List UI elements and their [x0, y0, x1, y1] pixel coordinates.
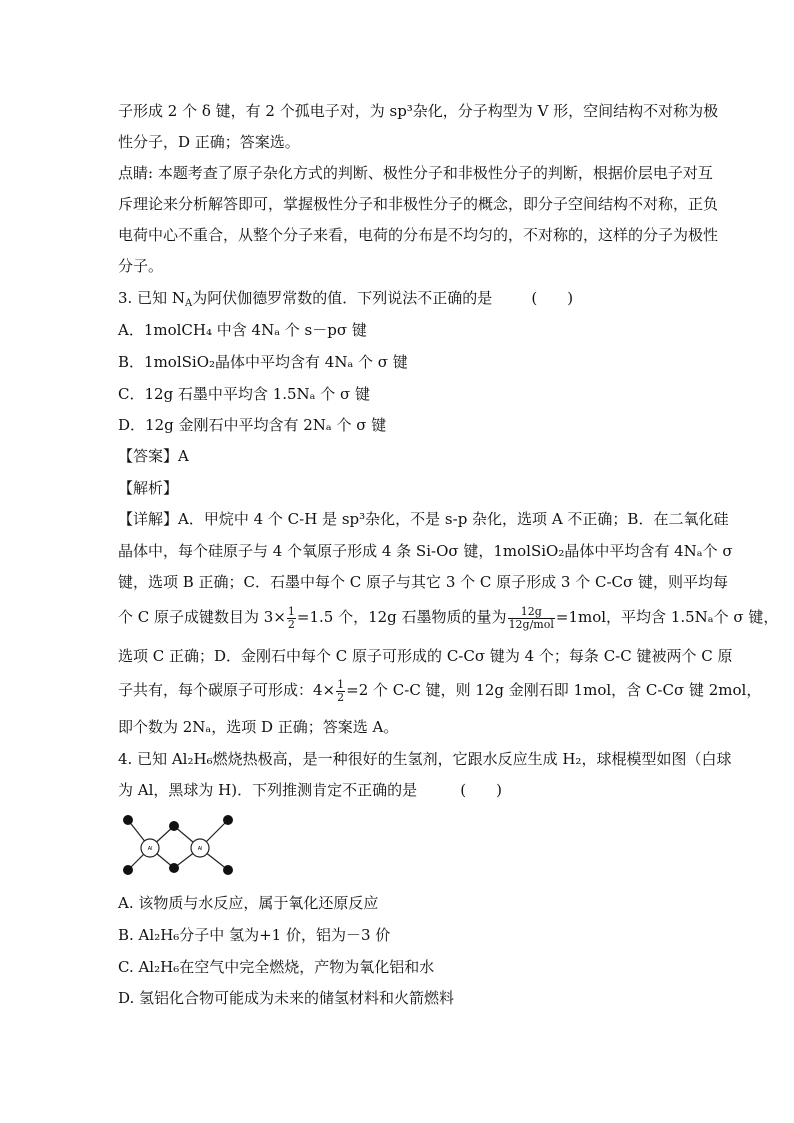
analysis-label: 【解析】 — [118, 479, 179, 497]
option-c: C．12g 石墨中平均含 1.5Nₐ 个 σ 键 — [118, 385, 371, 403]
detail-line-with-fraction: 子共有，每个碳原子可形成：4× $\frac{1}{2}$ =2 个 C-C 键，则 12g 金刚石即 1mol，含 C-Cσ 键 2mol， — [118, 677, 762, 704]
al-label: Al — [197, 846, 203, 852]
option-c: C. Al₂H₆在空气中完全燃烧，产物为氧化铝和水 — [118, 958, 435, 976]
note-line: 斥理论来分析解答即可，掌握极性分子和非极性分子的概念，即分子空间结构不对称，正负 — [118, 195, 719, 213]
option-b: B. Al₂H₆分子中 氢为+1 价，铝为－3 价 — [118, 926, 391, 944]
detail-line: 晶体中，每个硅原子与 4 个氧原子形成 4 条 Si-Oσ 键，1molSiO₂晶体中平均含有 4Nₐ个 σ — [118, 542, 733, 560]
answer-label: 【答案】A — [118, 447, 189, 465]
option-d: D．12g 金刚石中平均含有 2Nₐ 个 σ 键 — [118, 416, 387, 434]
h-atom-ball — [123, 815, 133, 825]
detail-line: 即个数为 2Nₐ，选项 D 正确；答案选 A。 — [118, 718, 399, 736]
h-atom-ball — [123, 865, 133, 875]
question-3-stem: 3. 已知 $N_A$为阿伏伽德罗常数的值．下列说法不正确的是 ( ) — [118, 289, 574, 309]
ball-stick-model-figure — [118, 808, 242, 888]
detail-line: 键，选项 B 正确；C．石墨中每个 C 原子与其它 3 个 C 原子形成 3 个 C-Cσ 键，则平均每 — [118, 573, 729, 591]
h-atom-ball — [169, 863, 179, 873]
option-a: A. 该物质与水反应，属于氧化还原反应 — [118, 894, 379, 912]
fraction-mol: $\frac{12g}{\text{12g/mol}}$ — [508, 604, 554, 631]
note-line: 分子。 — [118, 257, 164, 275]
h-atom-ball — [223, 815, 233, 825]
note-line: 电荷中心不重合，从整个分子来看，电荷的分布是不均匀的，不对称的，这样的分子为极性 — [118, 226, 719, 244]
detail-line: 选项 C 正确；D．金刚石中每个 C 原子可形成的 C-Cσ 键为 4 个；每条 C-C 键被两个 C 原 — [118, 647, 733, 665]
h-atom-ball — [223, 865, 233, 875]
question-4-stem: 为 Al，黑球为 H)．下列推测肯定不正确的是 ( ) — [118, 781, 502, 799]
fraction-half: $\frac{1}{2}$ — [337, 677, 345, 704]
fraction-half: $\frac{1}{2}$ — [287, 604, 295, 631]
option-a: A．1molCH₄ 中含 4Nₐ 个 s－pσ 键 — [118, 321, 367, 339]
note-line: 点睛: 本题考查了原子杂化方式的判断、极性分子和非极性分子的判断，根据价层电子对互 — [118, 164, 713, 182]
detail-line-with-fractions: 个 C 原子成键数目为 3× $\frac{1}{2}$ =1.5 个，12g 石墨物质的量为 $\frac{12g}{\text{12g/mol}}$ =1mol，平均含 1.5Nₐ个 σ 键， — [118, 604, 779, 631]
text-line: 性分子，D 正确；答案选。 — [118, 133, 300, 151]
option-b: B．1molSiO₂晶体中平均含有 4Nₐ 个 σ 键 — [118, 353, 408, 371]
text-line: 子形成 2 个 δ 键，有 2 个孤电子对，为 sp³杂化，分子构型为 V 形，空间结构不对称为极 — [118, 102, 719, 120]
al-label: Al — [147, 846, 153, 852]
question-4-stem: 4. 已知 Al₂H₆燃烧热极高，是一种很好的生氢剂，它跟水反应生成 H₂，球棍模型如图（白球 — [118, 750, 732, 768]
h-atom-ball — [169, 821, 179, 831]
detail-line: 【详解】A．甲烷中 4 个 C-H 是 sp³杂化，不是 s-p 杂化，选项 A 不正确；B．在二氧化硅 — [118, 510, 729, 528]
option-d: D. 氢铝化合物可能成为未来的储氢材料和火箭燃料 — [118, 989, 455, 1007]
